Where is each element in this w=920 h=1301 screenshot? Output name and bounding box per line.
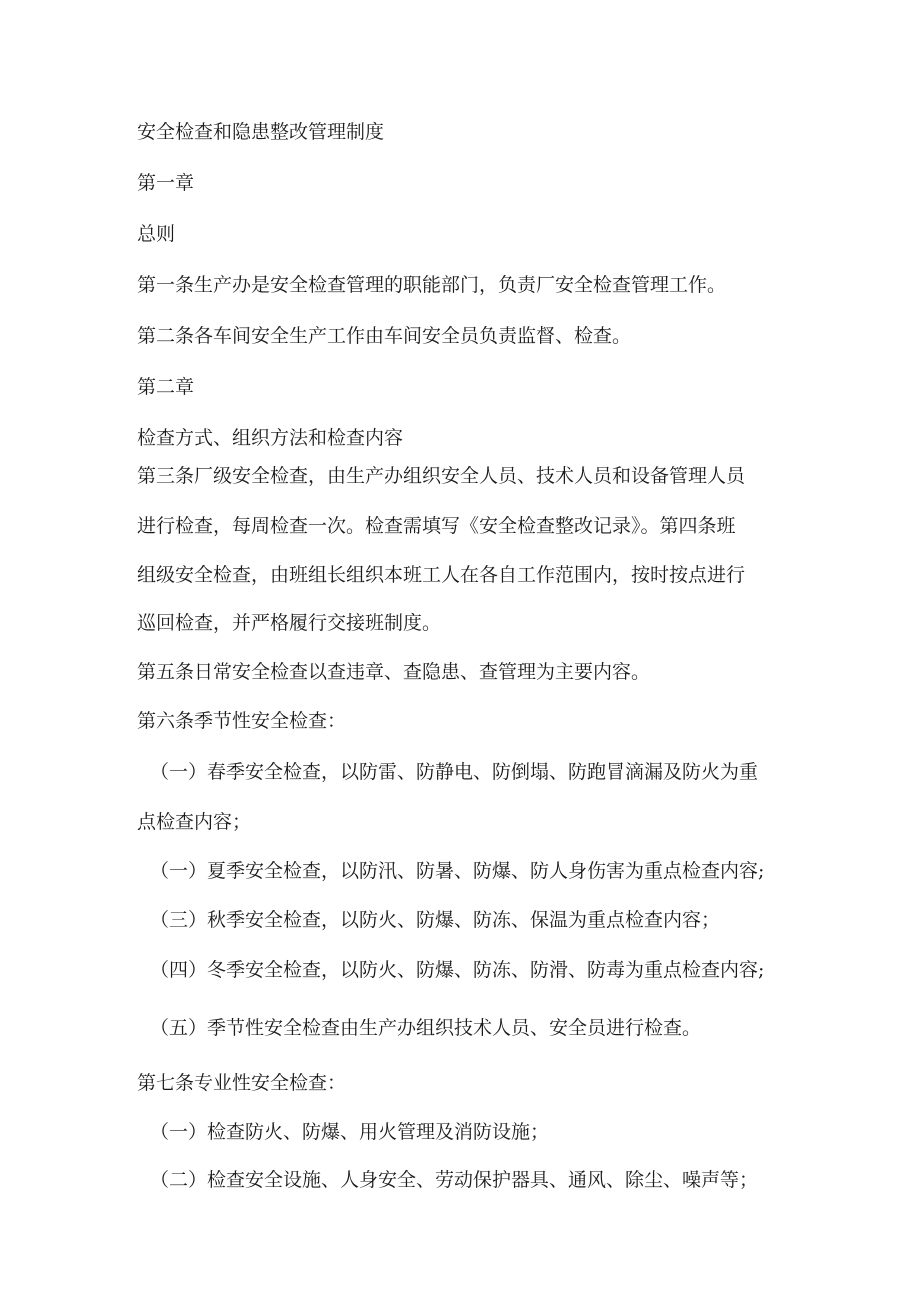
list-item: （一）春季安全检查，以防雷、防静电、防倒塌、防跑冒滴漏及防火为重 [150,761,759,783]
article-paragraph: 第一条生产办是安全检查管理的职能部门，负责厂安全检查管理工作。 [137,274,727,296]
article-paragraph: 第七条专业性安全检查： [137,1072,347,1094]
list-item: （一）夏季安全检查，以防汛、防暑、防爆、防人身伤害为重点检查内容; [150,860,765,882]
chapter-title: 总则 [137,223,176,245]
article-paragraph: 组级安全检查，由班组长组织本班工人在各自工作范围内，按时按点进行 [137,564,746,586]
article-paragraph: 第三条厂级安全检查，由生产办组织安全人员、技术人员和设备管理人员 [137,465,746,487]
article-paragraph: 第二条各车间安全生产工作由车间安全员负责监督、检查。 [137,325,632,347]
document-title: 安全检查和隐患整改管理制度 [137,121,385,143]
article-paragraph: 进行检查，每周检查一次。检查需填写《安全检查整改记录》。第四条班 [137,515,736,537]
list-item: （四）冬季安全检查，以防火、防爆、防冻、防滑、防毒为重点检查内容; [150,959,765,981]
article-paragraph: 第六条季节性安全检查： [137,710,347,732]
chapter-heading: 第一章 [137,172,195,194]
list-item: （二）检查安全设施、人身安全、劳动保护器具、通风、除尘、噪声等； [150,1169,759,1191]
list-item: 点检查内容； [137,811,252,833]
article-paragraph: 第五条日常安全检查以查违章、查隐患、查管理为主要内容。 [137,661,651,683]
list-item: （三）秋季安全检查，以防火、防爆、防冻、保温为重点检查内容； [150,909,721,931]
chapter-title: 检查方式、组织方法和检查内容 [137,427,404,449]
list-item: （五）季节性安全检查由生产办组织技术人员、安全员进行检查。 [150,1017,702,1039]
list-item: （一）检查防火、防爆、用火管理及消防设施； [150,1121,550,1143]
article-paragraph: 巡回检查，并严格履行交接班制度。 [137,612,442,634]
chapter-heading: 第二章 [137,376,195,398]
